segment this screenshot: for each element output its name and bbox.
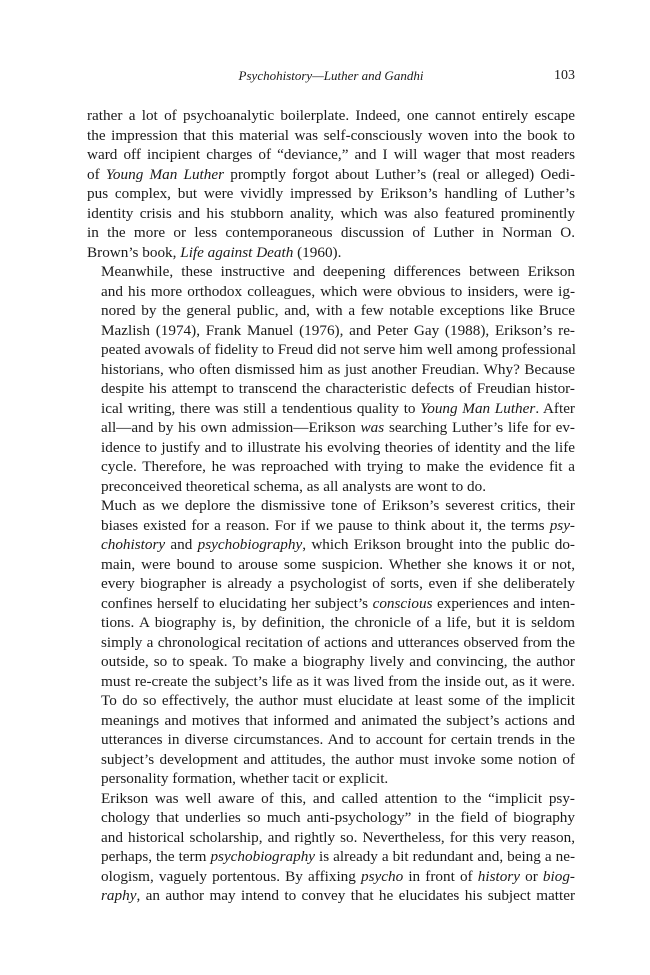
text-run: To do so effectively, the author must elucidate at least some of the implicit xyxy=(101,692,575,709)
text-run: Much as we deplore the dismissive tone of Erikson’s severest critics, their xyxy=(101,497,575,514)
text-line xyxy=(87,828,575,848)
text-run: Brown’s book, xyxy=(87,243,181,261)
text-run: ologism, vaguely portentous. By affixing xyxy=(101,867,361,885)
text-run: pus complex, but were vividly impressed by Erikson’s handling of Luther’s xyxy=(87,185,575,202)
text-run: and historical scholarship, and rightly so. Nevertheless, for this very reason, xyxy=(101,828,575,846)
paragraph xyxy=(87,496,575,789)
text-line xyxy=(87,691,575,711)
text-run: Erikson was well aware of this, and called attention to the “implicit psy- xyxy=(101,789,575,807)
text-run: and his more orthodox colleagues, which were obvious to insiders, were ig- xyxy=(101,282,575,300)
text-run: (1960). xyxy=(293,243,342,261)
italic-run: Young Man Luther xyxy=(420,399,536,417)
text-line xyxy=(87,282,575,302)
text-line xyxy=(87,652,575,672)
text-line xyxy=(87,184,575,204)
text-run: meanings and motives that informed and animated the subject’s actions and xyxy=(101,711,575,729)
italic-run: history xyxy=(477,867,520,885)
text-run: and xyxy=(165,536,198,553)
page-number: 103 xyxy=(554,68,575,83)
text-line xyxy=(87,340,575,360)
text-run: despite his attempt to transcend the characteristic defects of Freudian histor- xyxy=(101,380,575,397)
text-line xyxy=(87,633,575,653)
text-line xyxy=(87,399,575,419)
text-line xyxy=(87,730,575,750)
text-line xyxy=(87,594,575,614)
text-run: peated avowals of fidelity to Freud did not serve him well among professional xyxy=(101,341,576,358)
text-run: searching Luther’s life for ev- xyxy=(384,419,575,436)
text-line xyxy=(87,438,575,458)
text-line xyxy=(87,574,575,594)
text-run: utterances in diverse circumstances. And to account for certain trends in the xyxy=(101,731,575,748)
text-line xyxy=(87,672,575,692)
italic-run: conscious xyxy=(372,594,433,612)
text-run: confines herself to elucidating her subject’s xyxy=(101,594,373,612)
text-run: , which Erikson brought into the public do- xyxy=(302,536,575,553)
text-run: tions. A biography is, by definition, the chronicle of a life, but it is seldom xyxy=(101,614,575,631)
text-run: every biographer is already a psychologist of sorts, even if she deliberately xyxy=(101,575,575,592)
text-line xyxy=(87,379,575,399)
text-run: must re-create the subject’s life as it was lived from the inside out, as it were. xyxy=(101,672,575,690)
text-run: simply a chronological recitation of actions and utterances observed from the xyxy=(101,633,575,651)
italic-run: biog- xyxy=(542,867,575,885)
text-run: nored by the general public, and, with a few notable exceptions like Bruce xyxy=(101,302,575,319)
text-run: perhaps, the term xyxy=(101,848,211,865)
text-line xyxy=(87,847,575,867)
text-line xyxy=(87,360,575,380)
text-line xyxy=(87,769,575,789)
text-run: is already a bit redundant and, being a ne- xyxy=(315,848,576,865)
text-run: subject’s development and attitudes, the author must invoke some notion of xyxy=(101,750,575,768)
text-line xyxy=(87,418,575,438)
text-line xyxy=(87,886,575,906)
text-run: ical writing, there was still a tendentious quality to xyxy=(101,399,421,417)
italic-run: was xyxy=(360,419,385,436)
italic-run: psychobiography xyxy=(210,848,316,865)
text-line xyxy=(87,262,575,282)
text-line xyxy=(87,808,575,828)
text-run: idence to justify and to illustrate his evolving theories of identity and the life xyxy=(101,438,575,456)
running-head xyxy=(87,67,575,87)
italic-run: psycho xyxy=(361,867,404,885)
text-run: experiences and inten- xyxy=(432,594,575,612)
text-run: in the more or less contemporaneous discussion of Luther in Norman O. xyxy=(87,224,575,241)
text-line xyxy=(87,750,575,770)
text-run: of xyxy=(87,165,106,183)
text-run: all—and by his own admission—Erikson xyxy=(101,419,361,436)
text-line xyxy=(87,867,575,887)
text-run: . After xyxy=(535,399,575,417)
text-run: main, were bound to arouse some suspicion. Whether she knows it or not, xyxy=(101,555,575,573)
text-run: historians, who often dismissed him as just another Freudian. Why? Because xyxy=(101,360,575,378)
text-line xyxy=(87,165,575,185)
text-line xyxy=(87,223,575,243)
text-run: promptly forgot about Luther’s (real or alleged) Oedi- xyxy=(224,165,575,183)
italic-run: chohistory xyxy=(101,536,166,553)
text-line xyxy=(87,243,575,263)
text-line xyxy=(87,613,575,633)
text-line xyxy=(87,535,575,555)
paragraph xyxy=(87,789,575,906)
text-run: preconceived theoretical schema, as all analysts are wont to do. xyxy=(101,477,487,495)
text-run: identity crisis and his stubborn anality, which was also featured prominently xyxy=(87,204,575,222)
text-run: Mazlish (1974), Frank Manuel (1976), and Peter Gay (1988), Erikson’s re- xyxy=(101,321,575,339)
paragraph xyxy=(87,106,575,262)
text-line xyxy=(87,126,575,146)
text-run: personality formation, whether tacit or explicit. xyxy=(101,770,389,787)
text-line xyxy=(87,204,575,224)
italic-run: psychobiography xyxy=(197,536,303,553)
text-line xyxy=(87,516,575,536)
text-run: outside, so to speak. To make a biography lively and convincing, the author xyxy=(101,653,575,670)
paragraph xyxy=(87,262,575,496)
text-run: the impression that this material was self-consciously woven into the book to xyxy=(87,126,575,144)
text-run: chology that underlies so much anti-psychology” in the field of biography xyxy=(101,809,575,826)
text-run: in front of xyxy=(403,867,478,885)
text-line xyxy=(87,477,575,497)
italic-run: psy- xyxy=(549,516,575,534)
text-run: ward off incipient charges of “deviance,” and I will wager that most readers xyxy=(87,146,575,163)
text-line xyxy=(87,457,575,477)
text-run: , an author may intend to convey that he elucidates his subject matter xyxy=(136,887,575,904)
italic-run: Life against Death xyxy=(180,243,294,261)
text-run: biases existed for a reason. For if we pause to think about it, the terms xyxy=(101,516,550,534)
text-line xyxy=(87,301,575,321)
text-run: rather a lot of psychoanalytic boilerplate. Indeed, one cannot entirely escape xyxy=(87,107,575,124)
text-line xyxy=(87,496,575,516)
running-head-title: Psychohistory—Luther and Gandhi xyxy=(238,68,424,83)
italic-run: Young Man Luther xyxy=(105,165,225,183)
text-line xyxy=(87,789,575,809)
italic-run: raphy xyxy=(101,887,137,904)
text-line xyxy=(87,145,575,165)
body-text xyxy=(87,106,575,906)
text-line xyxy=(87,555,575,575)
text-run: cycle. Therefore, he was reproached with trying to make the evidence fit a xyxy=(101,458,575,475)
text-run: Meanwhile, these instructive and deepening differences between Erikson xyxy=(101,263,575,280)
text-run: or xyxy=(519,867,543,885)
text-line xyxy=(87,321,575,341)
text-line xyxy=(87,106,575,126)
text-line xyxy=(87,711,575,731)
